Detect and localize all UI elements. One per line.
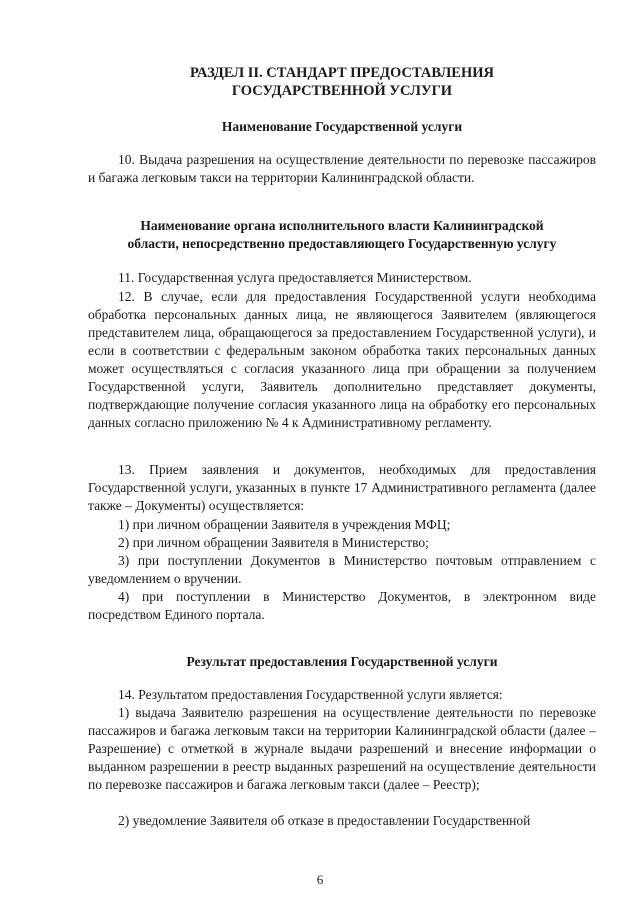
- paragraph-13-item-3: 3) при поступлении Документов в Министерство почтовым отправлением с уведомлением о вручении.: [88, 553, 596, 586]
- paragraph-13-item-1: 1) при личном обращении Заявителя в учреждения МФЦ;: [118, 517, 451, 532]
- paragraph-14-item-1: 1) выдача Заявителю разрешения на осуществление деятельности по перевозке пассажиров и багажа легковым такси на территории Калининградской области (далее – Разрешение) с отметкой в журнале выдачи разрешений и внесение информации о выданном разрешении в реестр выданных разрешений на осуществление деятельности по перевозке пассажиров и багажа легковым такси (далее – Реестр);: [88, 705, 596, 792]
- heading-authority-line-2: области, непосредственно предоставляющего Государственную услугу: [127, 236, 557, 251]
- paragraph-10: 10. Выдача разрешения на осуществление деятельности по перевозке пассажиров и багажа легковым такси на территории Калининградской области.: [88, 152, 596, 185]
- paragraph-13: 13. Прием заявления и документов, необходимых для предоставления Государственной услуги, указанных в пункте 17 Административного регламента (далее также – Документы) осуществляется:: [88, 462, 596, 513]
- heading-result: Результат предоставления Государственной услуги: [186, 654, 498, 669]
- paragraph-13-item-4: 4) при поступлении в Министерство Документов, в электронном виде посредством Единого портала.: [88, 589, 596, 622]
- heading-authority-line-1: Наименование органа исполнительного власти Калининградской: [140, 218, 544, 233]
- page-number: 6: [316, 872, 324, 887]
- section-title-line-2: ГОСУДАРСТВЕННОЙ УСЛУГИ: [231, 83, 453, 99]
- paragraph-11: 11. Государственная услуга предоставляется Министерством.: [118, 270, 472, 285]
- paragraph-12: 12. В случае, если для предоставления Государственной услуги необходима обработка персональных данных лица, не являющегося Заявителем (являющегося представителем лица, обращающегося за предоставлением Государственной услуги), и если в соответствии с федеральным законом обработка таких персональных данных может осуществляться с согласия указанного лица при обращении за получением Государственной услуги, Заявитель дополнительно представляет документы, подтверждающие получение согласия указанного лица на обработку его персональных данных согласно приложению № 4 к Административному регламенту.: [88, 289, 596, 430]
- section-title-line-1: РАЗДЕЛ II. СТАНДАРТ ПРЕДОСТАВЛЕНИЯ: [189, 65, 494, 81]
- heading-service-name: Наименование Государственной услуги: [221, 119, 463, 134]
- section-title: [88, 64, 596, 100]
- paragraph-14: 14. Результатом предоставления Государственной услуги является:: [118, 687, 503, 702]
- paragraph-13-item-2: 2) при личном обращении Заявителя в Министерство;: [118, 535, 429, 550]
- heading-authority: [88, 217, 596, 253]
- paragraph-14-item-2: 2) уведомление Заявителя об отказе в предоставлении Государственной: [118, 813, 531, 828]
